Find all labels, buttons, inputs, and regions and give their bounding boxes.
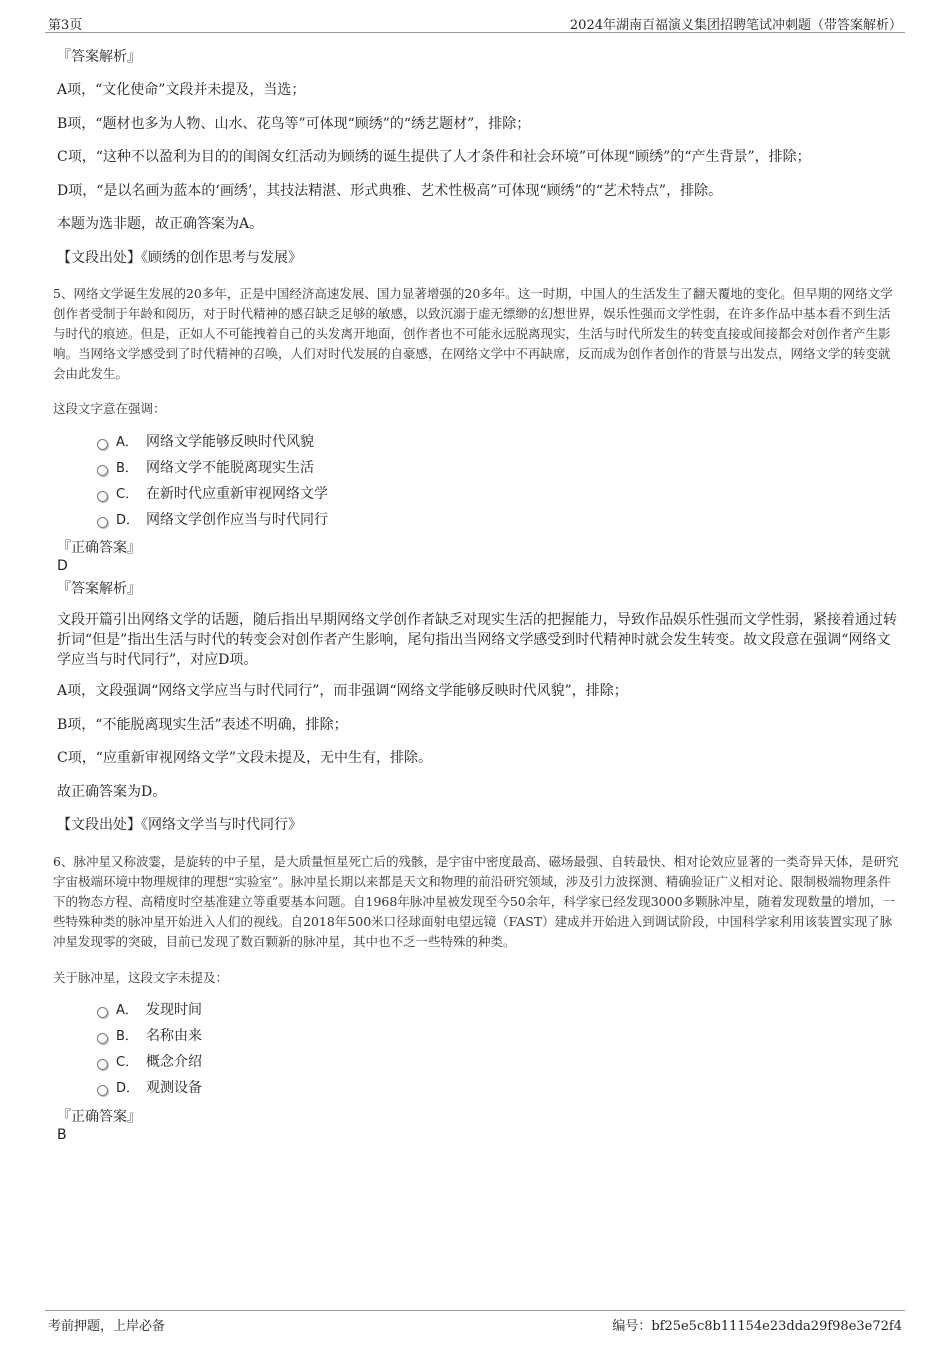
q5-question: 这段文字意在强调： — [53, 401, 166, 416]
page-footer — [45, 1310, 905, 1334]
q4-source: 【文段出处】《顾绣的创作思考与发展》 — [57, 250, 302, 266]
q5-option-b[interactable] — [97, 458, 314, 478]
q4-analysis-label: 『答案解析』 — [57, 49, 141, 65]
q6-answer-label: 『正确答案』 — [57, 1109, 141, 1125]
option-text: 网络文学不能脱离现实生活 — [146, 460, 314, 476]
option-letter: D． — [116, 1081, 140, 1096]
q6-answer: B — [57, 1127, 67, 1143]
option-text: 发现时间 — [146, 1002, 202, 1018]
radio-icon[interactable] — [97, 491, 108, 502]
q5-option-d[interactable] — [97, 510, 328, 530]
q5-option-a[interactable] — [97, 432, 314, 452]
q6-option-c[interactable] — [97, 1052, 202, 1072]
q6-question: 关于脉冲星，这段文字未提及： — [53, 970, 229, 985]
option-letter: B． — [116, 1029, 138, 1044]
option-letter: D． — [116, 513, 140, 528]
option-text: 在新时代应重新审视网络文学 — [146, 486, 328, 502]
q5-analysis-b: B项，“不能脱离现实生活”表述不明确，排除； — [57, 717, 348, 733]
q4-analysis-b: B项，“题材也多为人物、山水、花鸟等”可体现“顾绣”的“绣艺题材”，排除； — [57, 116, 531, 132]
q5-analysis: 文段开篇引出网络文学的话题，随后指出早期网络文学创作者缺乏对现实生活的把握能力，导致作品娱乐性强而文学性弱，紧接着通过转折词“但是”指出生活与时代的转变会对创作者产生影响，尾句指出当网络文学感受到时代精神时就会发生转变。故文段意在强调“网络文学应当与时代同行”，对应D项。 — [57, 612, 897, 668]
q4-conclusion: 本题为选非题，故正确答案为A。 — [57, 216, 264, 232]
q4-analysis-d: D项，“是以名画为蓝本的‘画绣’，其技法精湛、形式典雅、艺术性极高”可体现“顾绣”的“艺术特点”，排除。 — [57, 183, 723, 199]
radio-icon[interactable] — [97, 1059, 108, 1070]
option-text: 名称由来 — [146, 1028, 202, 1044]
footer-slogan: 考前押题，上岸必备 — [48, 1319, 166, 1334]
option-letter: C． — [116, 1055, 139, 1070]
q5-analysis-label: 『答案解析』 — [57, 581, 141, 597]
option-letter: C． — [116, 487, 139, 502]
q5-answer: D — [57, 558, 68, 574]
q5-analysis-c: C项，“应重新审视网络文学”文段未提及，无中生有，排除。 — [57, 750, 433, 766]
q6-option-a[interactable] — [97, 1000, 202, 1020]
page-number: 第3页 — [48, 18, 83, 33]
radio-icon[interactable] — [97, 439, 108, 450]
q5-source: 【文段出处】《网络文学当与时代同行》 — [57, 817, 302, 833]
q5-answer-label: 『正确答案』 — [57, 540, 141, 556]
q5-analysis-a: A项，文段强调“网络文学应当与时代同行”，而非强调“网络文学能够反映时代风貌”，排除； — [57, 683, 628, 699]
option-letter: B． — [116, 461, 138, 476]
radio-icon[interactable] — [97, 1007, 108, 1018]
option-letter: A． — [116, 1003, 138, 1018]
q6-option-b[interactable] — [97, 1026, 202, 1046]
footer-code: 编号：bf25e5c8b11154e23dda29f98e3e72f4 — [612, 1319, 902, 1334]
option-text: 观测设备 — [146, 1080, 202, 1096]
q5-passage: 5、网络文学诞生发展的20多年，正是中国经济高速发展、国力显著增强的20多年。这一时期，中国人的生活发生了翻天覆地的变化。但早期的网络文学创作者受制于年龄和阅历，对于时代精神的感召缺乏足够的敏感，以致沉溺于虚无缥缈的幻想世界，娱乐性强而文学性弱，在许多作品中基本看不到生活与时代的痕迹。但是，正如人不可能拽着自己的头发离开地面，创作者也不可能永远脱离现实，生活与时代所发生的转变直接或间接都会对创作者产生影响。当网络文学感受到了时代精神的召唤，人们对时代发展的自豪感，在网络文学中不再缺席，反而成为创作者创作的背景与出发点，网络文学的转变就会由此发生。 — [53, 286, 893, 381]
radio-icon[interactable] — [97, 517, 108, 528]
radio-icon[interactable] — [97, 1085, 108, 1096]
document-title: 2024年湖南百福演义集团招聘笔试冲刺题（带答案解析） — [569, 18, 902, 33]
option-text: 网络文学能够反映时代风貌 — [146, 434, 314, 450]
q4-analysis-a: A项，“文化使命”文段并未提及，当选； — [57, 82, 306, 98]
radio-icon[interactable] — [97, 1033, 108, 1044]
option-text: 概念介绍 — [146, 1054, 202, 1070]
option-letter: A． — [116, 435, 138, 450]
q4-analysis-c: C项，“这种不以盈利为目的的闺阁女红活动为顾绣的诞生提供了人才条件和社会环境”可体现“顾绣”的“产生背景”，排除； — [57, 149, 811, 165]
q5-conclusion: 故正确答案为D。 — [57, 784, 167, 800]
q6-passage: 6、脉冲星又称波霎，是旋转的中子星，是大质量恒星死亡后的残骸，是宇宙中密度最高、磁场最强、自转最快、相对论效应显著的一类奇异天体，是研究宇宙极端环境中物理规律的理想“实验室”。脉冲星长期以来都是天文和物理的前沿研究领域，涉及引力波探测、精确验证广义相对论、限制极端物理条件下的物态方程、高精度时空基准建立等重要基本问题。自1968年脉冲星被发现至今50余年，科学家已经发现3000多颗脉冲星，随着发现数量的增加，一些特殊种类的脉冲星开始进入人们的视线。自2018年500米口径球面射电望远镜（FAST）建成并开始进入到调试阶段，中国科学家利用该装置实现了脉冲星发现零的突破，目前已发现了数百颗新的脉冲星，其中也不乏一些特殊的种类。 — [53, 854, 899, 949]
q6-option-d[interactable] — [97, 1078, 202, 1098]
option-text: 网络文学创作应当与时代同行 — [146, 512, 328, 528]
q5-option-c[interactable] — [97, 484, 328, 504]
radio-icon[interactable] — [97, 465, 108, 476]
page-header — [45, 14, 905, 33]
